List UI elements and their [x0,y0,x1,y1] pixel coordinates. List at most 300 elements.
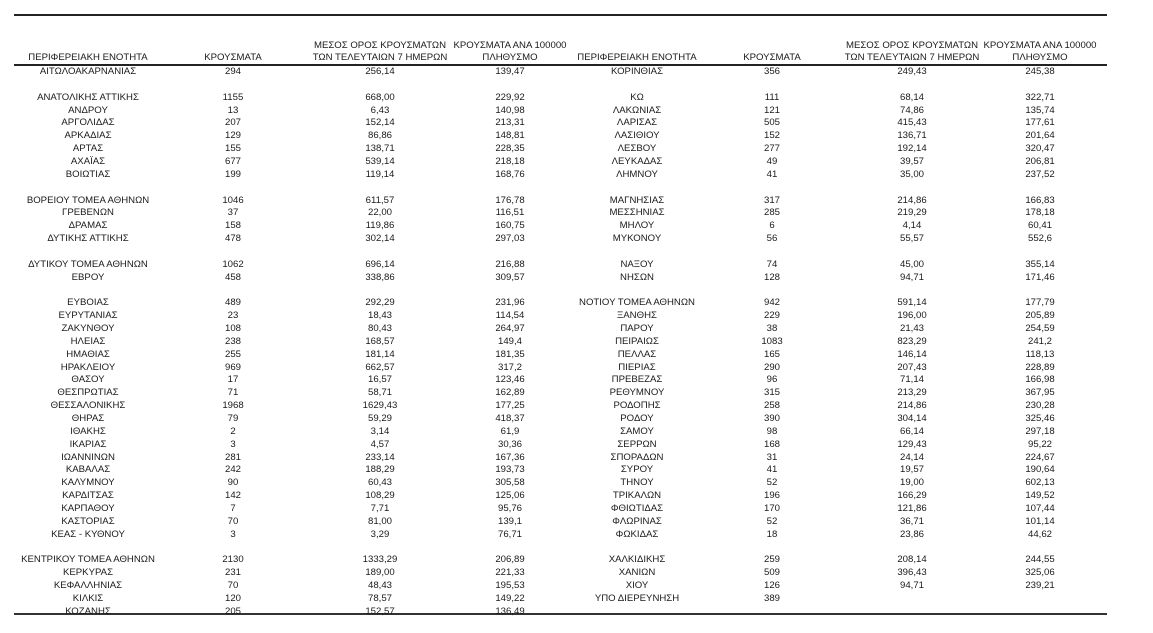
table-cell-avg7: 6,43 [370,104,390,116]
table-cell-name: ΡΟΔΟΥ [620,412,654,424]
table-cell-avg7: 74,86 [899,104,924,116]
table-cell-cases: 478 [224,233,241,245]
table-cell-avg7: 39,57 [899,155,924,167]
table-cell-name: ΦΛΩΡΙΝΑΣ [612,515,662,527]
table-cell-cases: 70 [227,580,239,591]
table-cell-name: ΡΕΘΥΜΝΟΥ [609,387,665,399]
table-cell-cases: 98 [766,425,778,437]
top-rule [14,14,1107,16]
table-cell-name: ΜΗΛΟΥ [619,220,655,232]
table-cell-avg7: 45,00 [899,258,924,270]
table-cell-avg7: 71,14 [899,374,924,386]
table-cell-cases: 258 [763,400,780,412]
table-cell-cases: 7 [230,502,236,514]
table-cell-name: ΣΕΡΡΩΝ [617,438,657,450]
table-cell-name: ΝΟΤΙΟΥ ΤΟΜΕΑ ΑΘΗΝΩΝ [579,297,695,309]
table-cell-name: ΛΕΥΚΑΔΑΣ [611,155,663,167]
header-line: ΜΕΣΟΣ ΟΡΟΣ ΚΡΟΥΣΜΑΤΩΝ [313,40,447,51]
table-cell-cases: 108 [224,323,241,334]
table-cell-cases: 677 [224,155,241,167]
table-cell-cases: 18 [766,528,778,540]
table-cell-name: ΚΑΒΑΛΑΣ [65,464,111,476]
table-cell-avg7: 304,14 [897,412,927,424]
table-cell-per100k: 162,89 [495,387,525,399]
table-cell-avg7: 78,57 [367,592,392,604]
table-cell-name: ΚΑΡΔΙΤΣΑΣ [62,490,114,502]
table-cell-name: ΛΑΡΙΣΑΣ [616,117,658,129]
table-cell-name: ΑΝΔΡΟΥ [68,104,108,116]
table-cell-name: ΚΑΡΠΑΘΟΥ [61,502,115,514]
header-line [193,40,273,52]
table-cell-name: ΛΑΣΙΘΙΟΥ [614,130,660,142]
table-cell-name: ΠΑΡΟΥ [620,323,654,334]
table-cell-per100k: 322,71 [1025,91,1055,103]
table-cell-per100k: 244,55 [1025,554,1055,566]
table-cell-avg7: 219,29 [897,207,927,219]
table-cell-avg7: 166,29 [897,490,927,502]
table-cell-avg7: 152,14 [365,117,395,129]
table-cell-cases: 229 [763,310,780,322]
table-cell-cases: 79 [227,412,239,424]
table-cell-per100k: 230,28 [1025,400,1055,412]
table-cell-per100k: 181,35 [495,348,525,360]
table-cell-per100k: 176,78 [495,194,525,206]
left-header-cases [193,40,273,64]
table-cell-cases: 71 [227,387,239,399]
table-cell-avg7: 3,14 [370,425,390,437]
table-cell-name: ΚΕΦΑΛΛΗΝΙΑΣ [53,580,123,591]
table-cell-name: ΚΕΑΣ - ΚΥΘΝΟΥ [51,528,125,540]
table-cell-name: ΒΟΙΩΤΙΑΣ [65,168,111,180]
table-cell-per100k: 201,64 [1025,130,1055,142]
table-cell-per100k: 166,98 [1025,374,1055,386]
table-cell-cases: 152 [763,130,780,142]
table-cell-cases: 1062 [222,258,244,270]
table-cell-avg7: 22,00 [367,207,392,219]
table-cell-name: ΜΥΚΟΝΟΥ [612,233,662,245]
table-cell-per100k: 171,46 [1025,271,1055,283]
table-cell-avg7: 19,00 [899,477,924,489]
table-cell-per100k: 140,98 [495,104,525,116]
table-cell-per100k: 229,92 [495,91,525,103]
table-cell-per100k: 305,58 [495,477,525,489]
table-cell-avg7: 55,57 [899,233,924,245]
table-cell-cases: 52 [766,515,778,527]
table-cell-name: ΕΒΡΟΥ [71,271,105,283]
table-cell-cases: 458 [224,271,241,283]
table-cell-cases: 1155 [222,91,244,103]
table-cell-name: ΔΥΤΙΚΗΣ ΑΤΤΙΚΗΣ [47,233,129,245]
table-cell-avg7: 146,14 [897,348,927,360]
table-cell-name: ΗΛΕΙΑΣ [70,335,106,347]
table-cell-avg7: 396,43 [897,567,927,579]
table-cell-avg7: 696,14 [365,258,395,270]
table-cell-avg7: 24,14 [899,451,924,463]
table-cell-name: ΕΥΒΟΙΑΣ [67,297,109,309]
table-cell-avg7: 108,29 [365,490,395,502]
table-cell-name: ΑΝΑΤΟΛΙΚΗΣ ΑΤΤΙΚΗΣ [37,91,139,103]
table-cell-avg7: 208,14 [897,554,927,566]
table-cell-cases: 205 [224,605,241,617]
table-cell-cases: 129 [224,130,241,142]
table-cell-per100k: 193,73 [495,464,525,476]
table-cell-avg7: 94,71 [899,580,924,591]
table-cell-avg7: 68,14 [899,91,924,103]
right-header-avg7 [837,40,987,64]
table-cell-avg7: 60,43 [367,477,392,489]
table-cell-name: ΚΟΖΑΝΗΣ [65,605,111,617]
table-cell-per100k: 320,47 [1025,143,1055,155]
table-cell-name: ΥΠΟ ΔΙΕΡΕΥΝΗΣΗ [594,592,680,604]
table-cell-per100k: 160,75 [495,220,525,232]
table-cell-name: ΧΙΟΥ [625,580,649,591]
header-line: ΚΡΟΥΣΜΑΤΑ ΑΝΑ 100000 [453,40,567,51]
table-cell-avg7: 19,57 [899,464,924,476]
table-cell-avg7: 94,71 [899,271,924,283]
table-cell-per100k: 190,64 [1025,464,1055,476]
table-cell-per100k: 167,36 [495,451,525,463]
table-cell-per100k: 61,9 [500,425,520,437]
table-cell-name: ΤΡΙΚΑΛΩΝ [612,490,662,502]
table-cell-name: ΙΚΑΡΙΑΣ [69,438,107,450]
table-cell-name: ΔΥΤΙΚΟΥ ΤΟΜΕΑ ΑΘΗΝΩΝ [28,258,148,270]
table-cell-per100k: 178,18 [1025,207,1055,219]
table-cell-avg7: 58,71 [367,387,392,399]
table-cell-cases: 96 [766,374,778,386]
table-cell-name: ΑΡΓΟΛΙΔΑΣ [61,117,115,129]
table-cell-avg7: 136,71 [897,130,927,142]
table-cell-per100k: 95,22 [1027,438,1052,450]
table-cell-cases: 2 [230,425,236,437]
table-cell-avg7: 4,57 [370,438,390,450]
table-cell-cases: 23 [227,310,239,322]
table-cell-cases: 6 [769,220,775,232]
table-cell-avg7: 168,57 [365,335,395,347]
table-cell-per100k: 418,37 [495,412,525,424]
table-cell-name: ΜΕΣΣΗΝΙΑΣ [609,207,665,219]
right-header-per100k [970,40,1110,64]
table-cell-avg7: 152,57 [365,605,395,617]
table-cell-cases: 158 [224,220,241,232]
table-cell-per100k: 149,22 [495,592,525,604]
table-cell-name: ΣΑΜΟΥ [620,425,654,437]
table-cell-name: ΦΘΙΩΤΙΔΑΣ [610,502,664,514]
table-cell-cases: 489 [224,297,241,309]
table-cell-cases: 142 [224,490,241,502]
header-line: ΚΡΟΥΣΜΑΤΑ ΑΝΑ 100000 [983,40,1097,51]
table-cell-name: ΞΑΝΘΗΣ [617,310,657,322]
table-cell-cases: 285 [763,207,780,219]
table-cell-avg7: 86,86 [367,130,392,142]
table-cell-per100k: 135,74 [1025,104,1055,116]
table-cell-cases: 281 [224,451,241,463]
table-cell-avg7: 214,86 [897,194,927,206]
header-line: ΜΕΣΟΣ ΟΡΟΣ ΚΡΟΥΣΜΑΤΩΝ [845,40,979,51]
table-cell-avg7: 181,14 [365,348,395,360]
table-cell-avg7: 3,29 [370,528,390,540]
table-cell-per100k: 237,52 [1025,168,1055,180]
table-cell-per100k: 367,95 [1025,387,1055,399]
table-cell-name: ΘΗΡΑΣ [71,412,105,424]
table-cell-cases: 168 [763,438,780,450]
table-cell-cases: 509 [763,567,780,579]
table-cell-cases: 199 [224,168,241,180]
table-cell-cases: 290 [763,361,780,373]
table-cell-per100k: 195,53 [495,580,525,591]
table-cell-cases: 31 [766,451,778,463]
table-cell-avg7: 196,00 [897,310,927,322]
table-cell-cases: 317 [763,194,780,206]
table-cell-avg7: 59,29 [367,412,392,424]
table-cell-per100k: 221,33 [495,567,525,579]
header-line: ΤΩΝ ΤΕΛΕΥΤΑΙΩΝ 7 ΗΜΕΡΩΝ [844,52,980,63]
table-cell-per100k [970,593,1110,605]
table-cell-per100k: 216,88 [495,258,525,270]
table-cell-cases: 120 [224,592,241,604]
table-cell-per100k: 148,81 [495,130,525,142]
table-cell-name: ΧΑΝΙΩΝ [618,567,656,579]
table-cell-avg7: 591,14 [897,297,927,309]
table-cell-cases: 1968 [222,400,244,412]
table-cell-avg7: 16,57 [367,374,392,386]
table-cell-cases: 294 [224,66,241,77]
table-cell-cases: 17 [227,374,239,386]
table-cell-name: ΑΧΑΪΑΣ [70,155,106,167]
table-cell-cases: 74 [766,258,778,270]
table-cell-name: ΕΥΡΥΤΑΝΙΑΣ [58,310,118,322]
table-cell-name: ΗΡΑΚΛΕΙΟΥ [60,361,116,373]
table-cell-name: ΔΡΑΜΑΣ [68,220,108,232]
table-cell-avg7: 338,86 [365,271,395,283]
table-cell-name: ΙΘΑΚΗΣ [70,425,106,437]
table-cell-avg7: 823,29 [897,335,927,347]
table-cell-name: ΑΙΤΩΛΟΑΚΑΡΝΑΝΙΑΣ [39,66,137,77]
table-cell-cases: 277 [763,143,780,155]
table-cell-per100k: 116,51 [495,207,525,219]
table-cell-name: ΘΑΣΟΥ [71,374,105,386]
table-cell-per100k: 177,79 [1025,297,1055,309]
table-cell-per100k: 254,59 [1025,323,1055,334]
left-header-avg7 [305,40,455,64]
table-cell-avg7: 292,29 [365,297,395,309]
table-cell-name: ΚΟΡΙΝΘΙΑΣ [610,66,664,77]
table-cell-per100k: 317,2 [497,361,522,373]
table-cell-name: ΠΕΙΡΑΙΩΣ [615,335,659,347]
table-cell-avg7: 415,43 [897,117,927,129]
table-cell-per100k: 136,49 [495,605,525,617]
table-cell-cases: 390 [763,412,780,424]
table-cell-cases: 155 [224,143,241,155]
table-cell-per100k: 95,76 [497,502,522,514]
right-header-cases [732,40,812,64]
table-cell-name: ΗΜΑΘΙΑΣ [66,348,110,360]
table-cell-name: ΒΟΡΕΙΟΥ ΤΟΜΕΑ ΑΘΗΝΩΝ [26,194,150,206]
table-cell-per100k: 177,25 [495,400,525,412]
table-cell-per100k: 139,47 [495,66,525,77]
table-cell-cases: 1083 [761,335,783,347]
table-cell-per100k: 602,13 [1025,477,1055,489]
table-cell-avg7: 539,14 [365,155,395,167]
table-cell-name: ΝΑΞΟΥ [620,258,654,270]
table-cell-name: ΚΩ [630,91,644,103]
table-cell-per100k: 205,89 [1025,310,1055,322]
table-cell-per100k: 213,31 [495,117,525,129]
table-cell-avg7: 48,43 [367,580,392,591]
table-cell-per100k: 245,38 [1025,66,1055,77]
table-cell-name: ΧΑΛΚΙΔΙΚΗΣ [608,554,666,566]
table-cell-per100k: 44,62 [1027,528,1052,540]
table-cell-cases: 231 [224,567,241,579]
header-line: ΚΡΟΥΣΜΑΤΑ [204,52,262,63]
table-cell-name: ΦΩΚΙΔΑΣ [615,528,659,540]
table-cell-cases: 126 [763,580,780,591]
table-cell-cases: 52 [766,477,778,489]
table-cell-name: ΑΡΚΑΔΙΑΣ [64,130,112,142]
table-cell-cases: 2130 [222,554,244,566]
table-cell-per100k: 114,54 [495,310,525,322]
table-cell-per100k: 297,18 [1025,425,1055,437]
right-header-name [537,40,737,64]
table-cell-per100k: 139,1 [497,515,522,527]
table-cell-avg7: 233,14 [365,451,395,463]
table-cell-cases: 90 [227,477,239,489]
header-line [537,40,737,52]
table-cell-avg7: 80,43 [367,323,392,334]
table-cell-avg7: 66,14 [899,425,924,437]
header-line: ΚΡΟΥΣΜΑΤΑ [743,52,801,63]
table-cell-per100k: 123,46 [495,374,525,386]
header-line [0,40,188,52]
table-cell-name: ΚΑΣΤΟΡΙΑΣ [61,515,115,527]
header-line: ΠΕΡΙΦΕΡΕΙΑΚΗ ΕΝΟΤΗΤΑ [577,52,697,63]
table-cell-avg7: 18,43 [367,310,392,322]
table-cell-per100k: 168,76 [495,168,525,180]
table-cell-name: ΠΡΕΒΕΖΑΣ [611,374,663,386]
table-cell-per100k: 224,67 [1025,451,1055,463]
table-cell-per100k: 228,89 [1025,361,1055,373]
table-cell-avg7: 611,57 [365,194,395,206]
table-cell-per100k: 30,36 [497,438,522,450]
table-cell-cases: 37 [227,207,239,219]
table-cell-name: ΡΟΔΟΠΗΣ [613,400,661,412]
table-cell-per100k: 355,14 [1025,258,1055,270]
table-cell-name: ΛΗΜΝΟΥ [616,168,658,180]
table-cell-name: ΘΕΣΣΑΛΟΝΙΚΗΣ [50,400,126,412]
table-cell-per100k: 228,35 [495,143,525,155]
table-cell-avg7: 249,43 [897,66,927,77]
table-cell-cases: 49 [766,155,778,167]
table-cell-per100k: 231,96 [495,297,525,309]
table-cell-name: ΠΙΕΡΙΑΣ [618,361,656,373]
table-cell-cases: 128 [763,271,780,283]
table-cell-per100k: 149,52 [1025,490,1055,502]
table-cell-name: ΚΕΝΤΡΙΚΟΥ ΤΟΜΕΑ ΑΘΗΝΩΝ [21,554,155,566]
table-cell-name: ΣΠΟΡΑΔΩΝ [610,451,664,463]
table-cell-cases: 111 [764,91,780,103]
table-cell-cases: 242 [224,464,241,476]
table-cell-name: ΛΕΣΒΟΥ [617,143,657,155]
table-cell-avg7: 138,71 [365,143,395,155]
table-cell-avg7: 81,00 [367,515,392,527]
table-cell-avg7: 4,14 [902,220,922,232]
table-cell-per100k: 264,97 [495,323,525,334]
table-cell-avg7: 192,14 [897,143,927,155]
table-cell-avg7: 668,00 [365,91,395,103]
table-cell-name: ΣΥΡΟΥ [620,464,654,476]
table-cell-per100k: 177,61 [1025,117,1055,129]
header-line: ΤΩΝ ΤΕΛΕΥΤΑΙΩΝ 7 ΗΜΕΡΩΝ [312,52,448,63]
table-cell-per100k: 118,13 [1025,348,1055,360]
table-cell-avg7: 21,43 [899,323,924,334]
table-cell-cases: 70 [227,515,239,527]
table-cell-name: ΑΡΤΑΣ [72,143,104,155]
table-cell-cases: 255 [224,348,241,360]
table-cell-per100k: 149,4 [497,335,522,347]
table-cell-avg7: 119,86 [365,220,395,232]
header-line [732,40,812,52]
table-cell-per100k: 76,71 [497,528,522,540]
table-cell-cases: 56 [766,233,778,245]
table-cell-avg7: 214,86 [897,400,927,412]
table-cell-cases: 505 [763,117,780,129]
table-cell-per100k: 60,41 [1027,220,1052,232]
table-cell-avg7: 256,14 [365,66,395,77]
table-cell-avg7: 662,57 [365,361,395,373]
table-cell-avg7: 119,14 [365,168,395,180]
table-cell-cases: 165 [763,348,780,360]
table-cell-per100k: 101,14 [1025,515,1055,527]
table-cell-name: ΚΙΛΚΙΣ [72,592,104,604]
table-cell-avg7: 129,43 [897,438,927,450]
table-cell-avg7: 1333,29 [362,554,398,566]
table-cell-avg7: 7,71 [370,502,390,514]
table-cell-cases: 389 [763,592,780,604]
table-cell-cases: 38 [766,323,778,334]
table-cell-per100k: 552,6 [1027,233,1052,245]
table-cell-name: ΘΕΣΠΡΩΤΙΑΣ [57,387,119,399]
table-cell-avg7: 207,43 [897,361,927,373]
table-cell-per100k: 206,81 [1025,155,1055,167]
table-cell-per100k: 125,06 [495,490,525,502]
table-cell-avg7: 1629,43 [362,400,398,412]
table-cell-name: ΚΑΛΥΜΝΟΥ [61,477,115,489]
table-cell-name: ΤΗΝΟΥ [620,477,654,489]
table-cell-avg7: 23,86 [899,528,924,540]
table-cell-cases: 259 [763,554,780,566]
table-cell-name: ΓΡΕΒΕΝΩΝ [62,207,114,219]
table-cell-avg7: 36,71 [899,515,924,527]
table-cell-name: ΝΗΣΩΝ [620,271,654,283]
table-cell-cases: 121 [763,104,780,116]
table-cell-avg7: 121,86 [897,502,927,514]
table-cell-cases: 41 [766,464,778,476]
table-cell-per100k: 218,18 [495,155,525,167]
table-cell-per100k: 206,89 [495,554,525,566]
table-cell-cases: 942 [763,297,780,309]
table-cell-cases: 13 [227,104,239,116]
table-cell-name: ΖΑΚΥΝΘΟΥ [61,323,115,334]
table-cell-cases: 3 [230,528,236,540]
header-line: ΠΕΡΙΦΕΡΕΙΑΚΗ ΕΝΟΤΗΤΑ [28,52,148,63]
table-cell-cases: 315 [763,387,780,399]
left-header-name [0,40,188,64]
table-cell-per100k: 297,03 [495,233,525,245]
table-cell-cases: 41 [766,168,778,180]
table-cell-per100k: 241,2 [1027,335,1052,347]
table-cell-per100k: 166,83 [1025,194,1055,206]
header-line: ΠΛΗΘΥΣΜΟ [1012,52,1068,63]
table-cell-per100k: 309,57 [495,271,525,283]
